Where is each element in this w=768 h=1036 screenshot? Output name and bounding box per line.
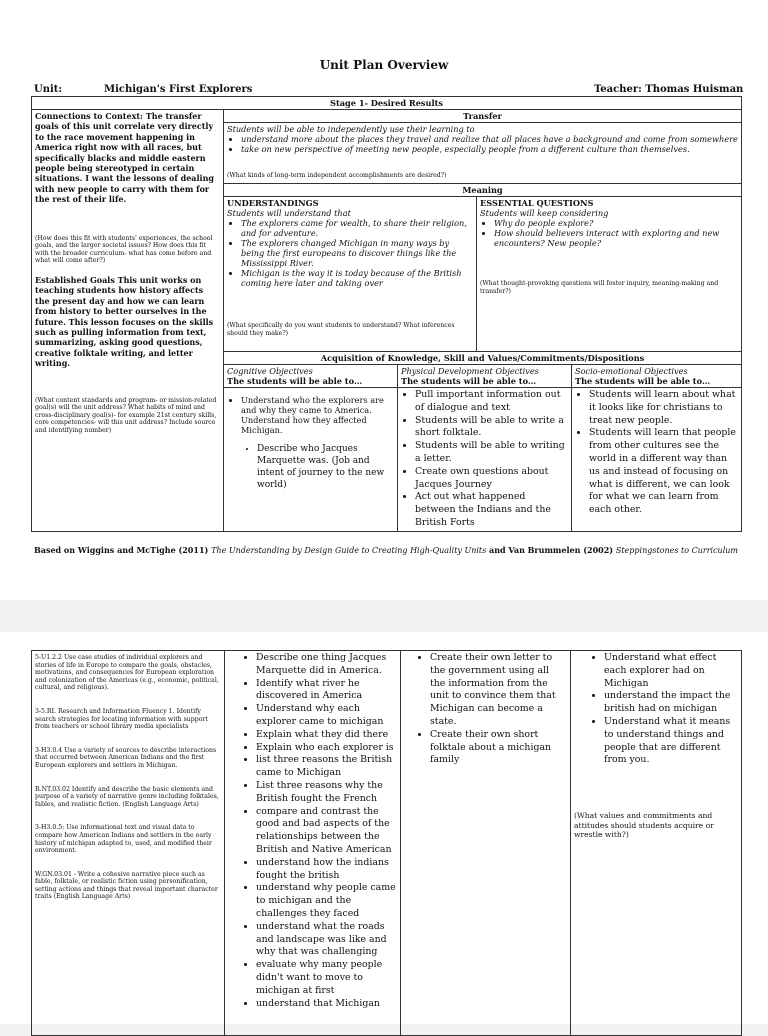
cognitive-heading-cell: [224, 365, 398, 388]
physical-cell: [398, 388, 572, 532]
understanding-item: • Michigan is the way it is today because of the British coming here later and taking over: [241, 268, 473, 288]
physical-item: • Create their own short folktale about a michigan family: [430, 729, 567, 767]
stage1-heading: Stage 1- Desired Results: [32, 97, 742, 110]
footer-citation: [34, 545, 754, 555]
physical-item: • Act out what happened between the Indians and the British Forts: [415, 491, 568, 529]
cognitive-cell: [224, 388, 398, 532]
socio-heading: Socio-emotional Objectives: [575, 366, 688, 376]
understanding-item: • The explorers came for wealth, to share their religion, and for adventure.: [241, 218, 473, 238]
physical-heading-cell: [398, 365, 572, 388]
transfer-item: • understand more about the places they travel and realize that all places have a background and come from somewhere: [241, 134, 738, 144]
standards-cell: [32, 651, 225, 1036]
cognitive-sub-item: • Describe who Jacques Marquette was. (Job and intent of journey to the new world): [257, 443, 394, 491]
socio-item: • Understand what effect each explorer had on Michigan: [604, 652, 738, 690]
transfer-prompt: (What kinds of long-term independent accomplishments are desired?): [227, 172, 447, 179]
cognitive-item: • Explain what they did there: [256, 729, 397, 742]
page-title: Unit Plan Overview: [319, 58, 449, 72]
cognitive-item: • List three reasons why the British fought the French: [256, 780, 397, 806]
cognitive-item: • evaluate why many people didn't want to move to michigan at first: [256, 959, 397, 997]
physical-item: • Students will be able to write a short folktale.: [415, 415, 568, 441]
meaning-heading: Meaning: [224, 184, 742, 197]
cognitive-item: • Understand why each explorer came to michigan: [256, 703, 397, 729]
essential-questions-cell: [477, 197, 742, 352]
question-item: • Why do people explore?: [494, 218, 738, 228]
socio-item: • Students will learn that people from other cultures see the world in a different way than us and instead of focusing on what is different, we can look for what we can learn from each other.: [589, 427, 738, 517]
physical-heading: Physical Development Objectives: [401, 366, 539, 376]
footer-part: and Van Brummelen (2002): [486, 545, 616, 555]
socio-cell: [572, 388, 742, 532]
cognitive-item: • list three reasons the British came to Michigan: [256, 754, 397, 780]
footer-part: Based on Wiggins and McTighe (2011): [34, 545, 212, 555]
connections-prompt: (How does this fit with students' experiences, the school goals, and the larger societal issues? How does this fit with the broader curriculum- what has come before and what will come after?): [35, 234, 213, 265]
standard-item: 3-H3.0.4 Use a variety of sources to describe interactions that occurred between American Indians and the first European explorers and settlers in Michigan.: [35, 746, 217, 769]
cognitive-continued-cell: [225, 651, 401, 1036]
physical-item: • Create own questions about Jacques Journey: [415, 466, 568, 492]
cognitive-item: • compare and contrast the good and bad aspects of the relationships between the British and Native American: [256, 806, 397, 857]
questions-prompt: (What thought-provoking questions will foster inquiry, meaning-making and transfer?): [480, 280, 719, 295]
physical-item: • Students will be able to writing a letter.: [415, 440, 568, 466]
physical-item: • Create their own letter to the government using all the information from the unit to convince them that Michigan can become a state.: [430, 652, 567, 729]
established-prompt: (What content standards and program- or mission-related goal(s) will the unit address? What habits of mind and cross-disciplinary goal(s)- for example 21st century skills, core competencies- will this unit address? Include source and identifying number): [35, 396, 217, 435]
unit-plan-table: [31, 96, 742, 532]
question-item: • How should believers interact with exploring and new encounters? New people?: [494, 228, 738, 248]
standard-item: W.GN.03.01 - Write a cohesive narrative piece such as fable, folktale, or realistic fiction using personification, setting actions and things that reveal important character traits (English Language Arts): [35, 870, 218, 901]
questions-heading: ESSENTIAL QUESTIONS: [480, 198, 594, 208]
standard-item: 5-U1.2.2 Use case studies of individual explorers and stories of life in Europe to compare the goals, obstacles, motivations, and consequences for European exploration and colonization of the Americas (e.g., economic, political, cultural, and religious).: [35, 654, 219, 692]
page-2: [0, 632, 768, 1024]
physical-intro: The students will be able to…: [401, 376, 537, 386]
questions-intro: Students will keep considering: [480, 208, 609, 218]
socio-heading-cell: [572, 365, 742, 388]
transfer-heading: Transfer: [224, 110, 742, 123]
cognitive-item: • Identify what river he discovered in America: [256, 678, 397, 704]
unit-name: Michigan's First Explorers: [104, 84, 253, 95]
understandings-cell: [224, 197, 477, 352]
cognitive-item: • understand what the roads and landscape was like and why that was challenging: [256, 921, 397, 959]
left-context-cell: [32, 110, 224, 532]
established-goals-text: Established Goals This unit works on teaching students how history affects the present day and how we can learn from history to better ourselves in the future. This lesson focuses on the skills such as pulling information from text, summarizing, asking good questions, creative folktale writing, and letter writing.: [35, 275, 214, 369]
connections-text: Connections to Context: The transfer goals of this unit correlate very directly to the race movement happening in America right now with all races, but specifically blacks and middle eastern people being stereotyped in certain situations. I want the lessons of dealing with new people to carry with them for the rest of their life.: [35, 111, 214, 205]
cognitive-item: • Understand who the explorers are and why they came to America. Understand how they affected Michigan.: [241, 395, 394, 435]
cognitive-intro: The students will be able to…: [227, 376, 363, 386]
unit-plan-table-continued: [31, 650, 742, 1036]
cognitive-item: • Describe one thing Jacques Marquette did in America.: [256, 652, 397, 678]
standard-item: R.NT.03.02 Identify and describe the basic elements and purpose of a variety of narrative genre including folktales, fables, and realistic fiction. (English Language Arts): [35, 785, 219, 808]
understandings-heading: UNDERSTANDINGS: [227, 198, 319, 208]
standard-item: 3-5.RI. Research and Information Fluency 1. Identify search strategies for locating information with support from teachers or school library media specialists: [35, 707, 208, 731]
acquisition-heading: Acquisition of Knowledge, Skill and Values/Commitments/Dispositions: [224, 352, 742, 365]
cognitive-item: • Explain who each explorer is: [256, 742, 397, 755]
understandings-intro: Students will understand that: [227, 208, 351, 218]
socio-item: • understand the impact the british had on michigan: [604, 690, 738, 716]
cognitive-item: • understand why people came to michigan and the challenges they faced: [256, 882, 397, 920]
socio-continued-cell: [571, 651, 742, 1036]
physical-item: • Pull important information out of dialogue and text: [415, 389, 568, 415]
physical-continued-cell: [401, 651, 571, 1036]
cognitive-heading: Cognitive Objectives: [227, 366, 313, 376]
transfer-cell: [224, 123, 742, 184]
socio-item: • Students will learn about what it looks like for christians to treat new people.: [589, 389, 738, 427]
socio-item: • Understand what it means to understand things and people that are different from you.: [604, 716, 738, 767]
socio-prompt: (What values and commitments and attitudes should students acquire or wrestle with?): [574, 811, 714, 839]
understandings-prompt: (What specifically do you want students to understand? What inferences should they make?): [227, 322, 455, 337]
cognitive-item: • understand how the indians fought the british: [256, 857, 397, 883]
transfer-intro: Students will be able to independently use their learning to: [227, 124, 475, 134]
transfer-item: • take on new perspective of meeting new people, especially people from a different culture than themselves.: [241, 144, 738, 154]
socio-intro: The students will be able to…: [575, 376, 711, 386]
cognitive-item: • understand that Michigan: [256, 998, 397, 1011]
footer-book-2: Steppingstones to Curriculum: [615, 546, 739, 555]
understanding-item: • The explorers changed Michigan in many ways by being the first europeans to discover things like the Mississippi River.: [241, 238, 473, 268]
footer-book-1: The Understanding by Design Guide to Creating High-Quality Units: [211, 546, 487, 555]
standard-item: 3-H3.0.5: Use informational text and visual data to compare how American Indians and settlers in the early history of michigan adapted to, used, and modified their environment.: [35, 824, 212, 855]
unit-label: Unit:: [34, 84, 63, 95]
teacher-name: Teacher: Thomas Huisman: [594, 84, 744, 95]
